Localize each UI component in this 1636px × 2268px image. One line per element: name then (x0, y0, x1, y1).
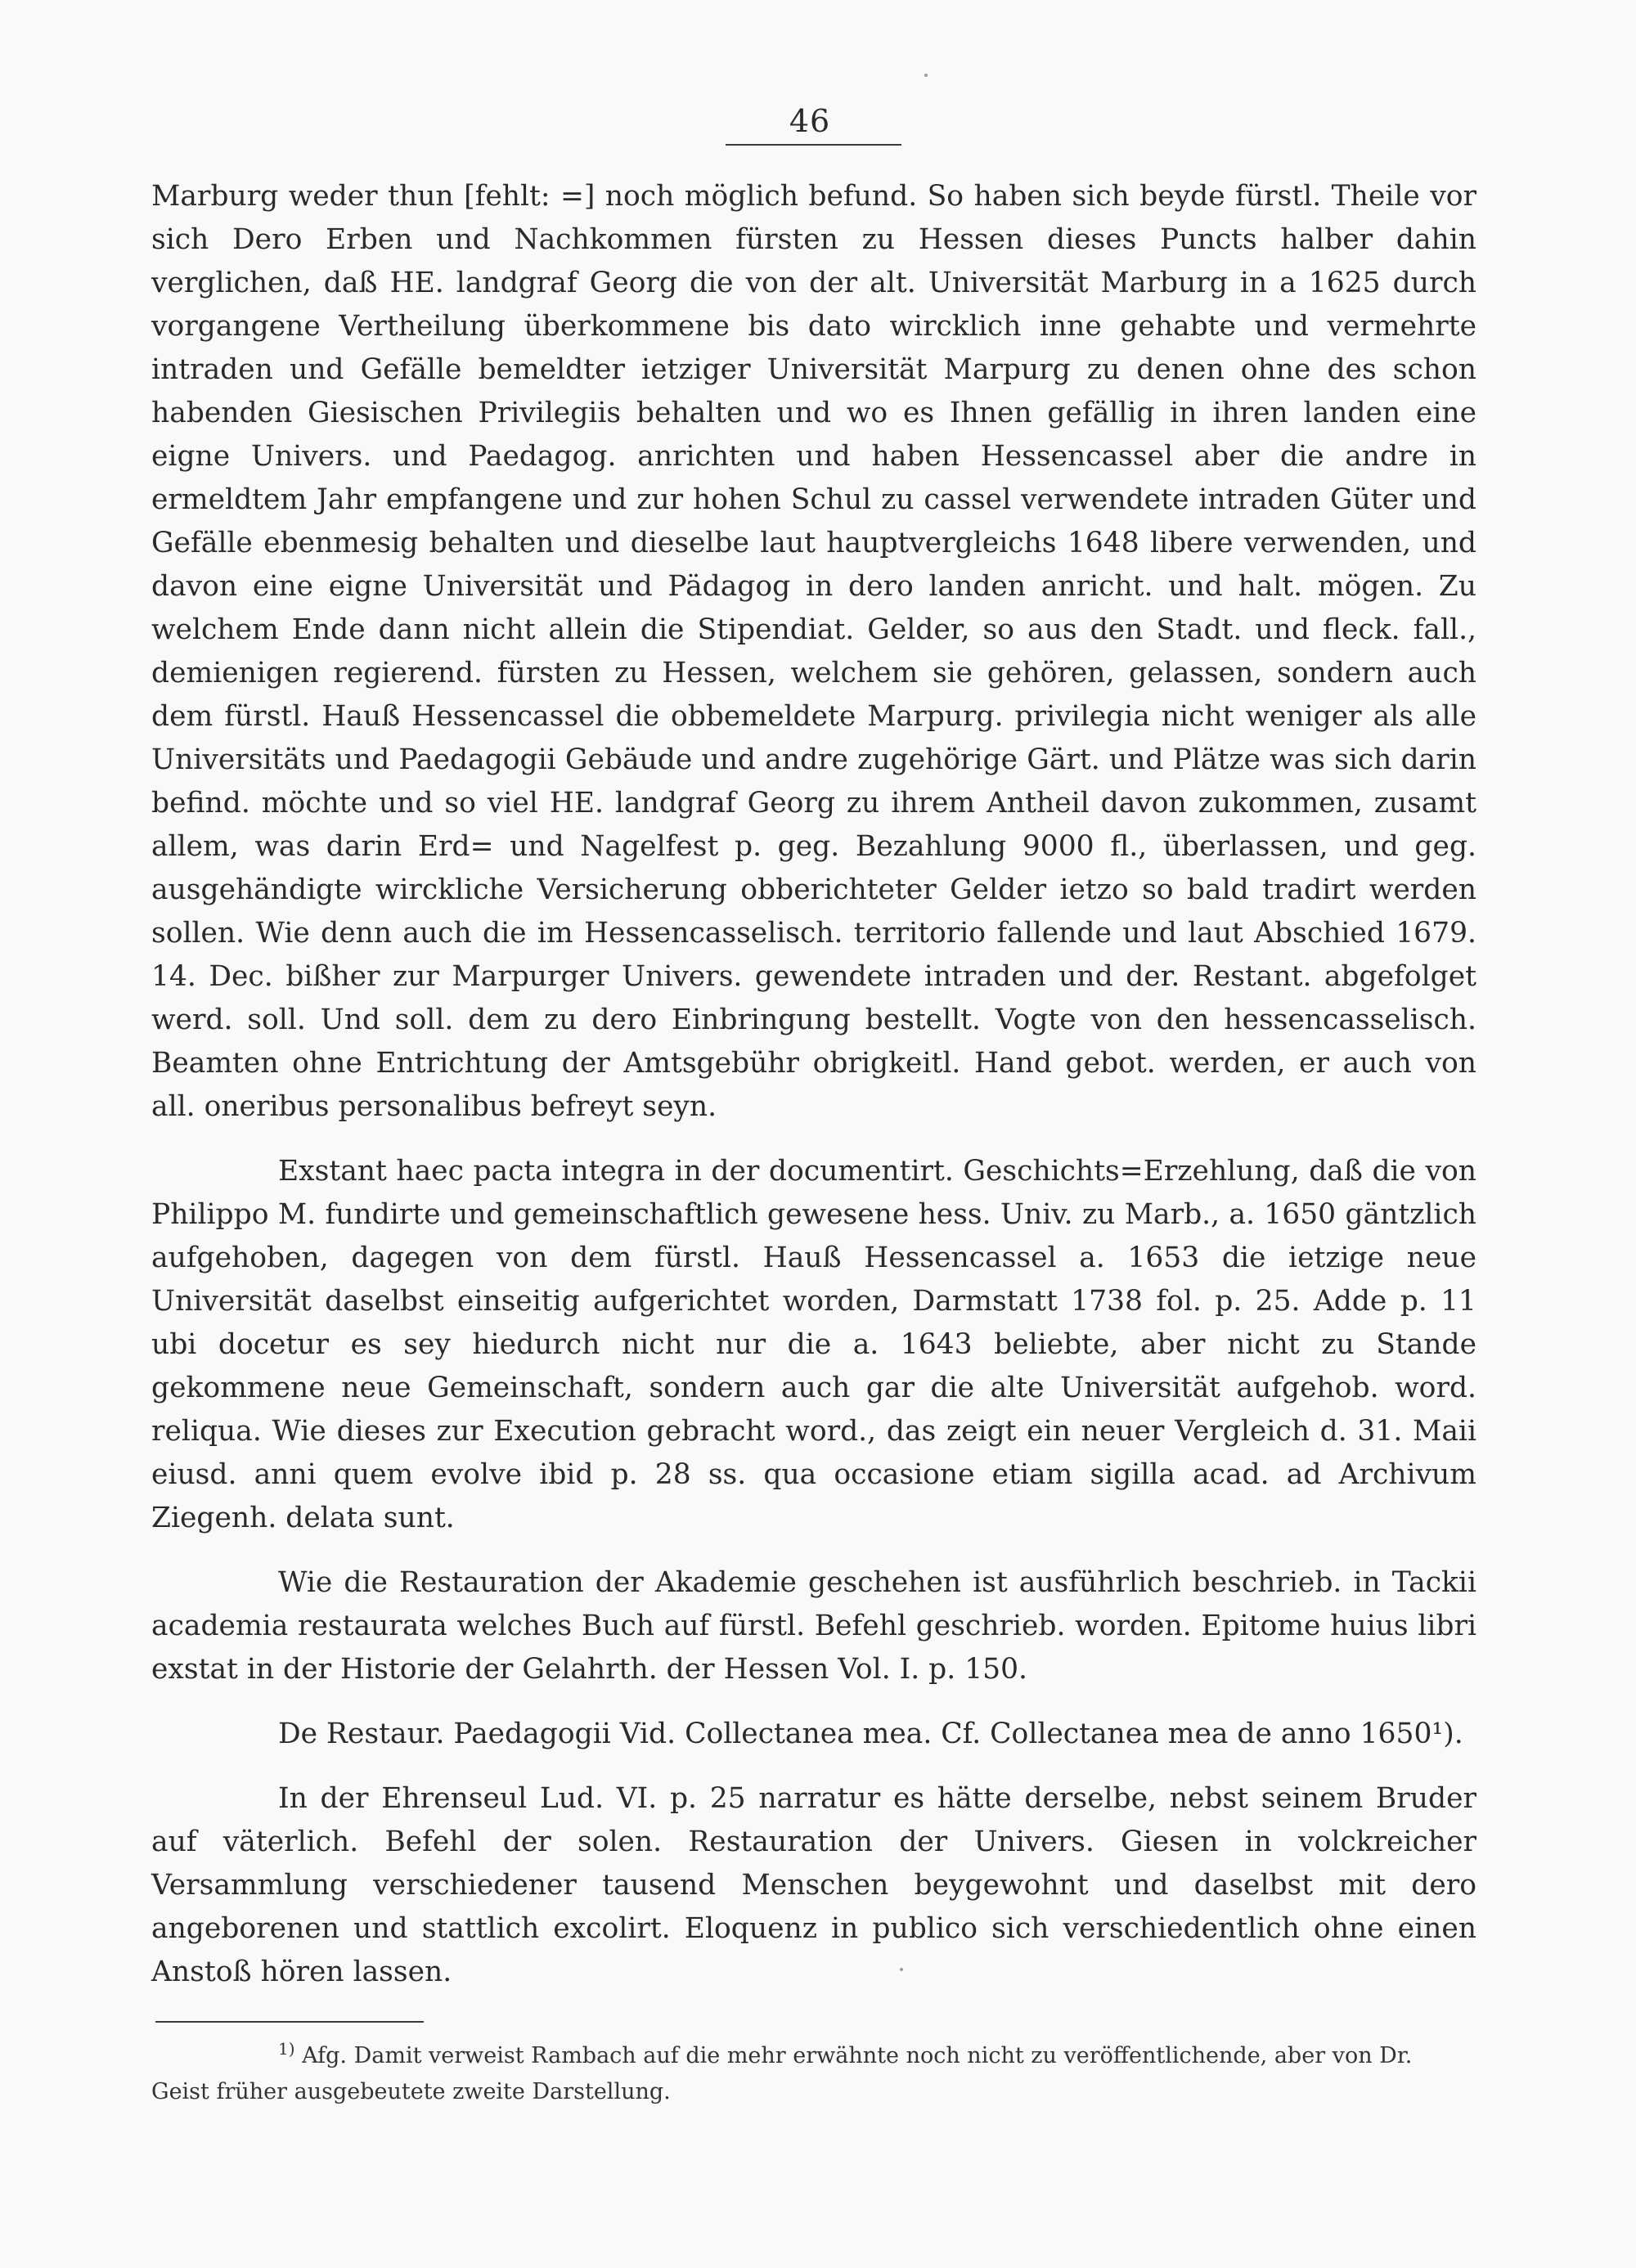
paper-speck (924, 74, 928, 77)
footnote-1 (151, 2038, 1476, 2110)
paragraph-exstant: Exstant haec pacta integra in der documentirt. Geschichts=Erzehlung, daß die von Philippo M. fundirte und gemeinschaftlich gewesene hess. Univ. zu Marb., a. 1650 gäntzlich aufgehoben, dagegen von dem fürstl. Hauß Hessencassel a. 1653 die ietzige neue Universität daselbst einseitig aufgerichtet worden, Darmstatt 1738 fol. p. 25. Adde p. 11 ubi docetur es sey hiedurch nicht nur die a. 1643 beliebte, aber nicht zu Stande gekommene neue Gemeinschaft, sondern auch gar die alte Universität aufgehob. word. reliqua. Wie dieses zur Execution gebracht word., das zeigt ein neuer Vergleich d. 31. Maii eiusd. anni quem evolve ibid p. 28 ss. qua occasione etiam sigilla acad. ad Archivum Ziegenh. delata sunt. (151, 1155, 1476, 1534)
paragraph-continuation: Marburg weder thun [fehlt: =] noch möglich befund. So haben sich beyde fürstl. Theile vor sich Dero Erben und Nachkommen fürsten zu Hessen dieses Puncts halber dahin verglichen, daß HE. landgraf Georg die von der alt. Universität Marburg in a 1625 durch vorgangene Vertheilung überkommene bis dato wircklich inne gehabte und vermehrte intraden und Gefälle bemeldter ietziger Universität Marpurg zu denen ohne des schon habenden Giesischen Privilegiis behalten und wo es Ihnen gefällig in ihren landen eine eigne Univers. und Paedagog. anrichten und haben Hessencassel aber die andre in ermeldtem Jahr empfangene und zur hohen Schul zu cassel verwendete intraden Güter und Gefälle ebenmesig behalten und dieselbe laut hauptvergleichs 1648 libere verwenden, und davon eine eigne Universität und Pädagog in dero landen anricht. und halt. mögen. Zu welchem Ende dann nicht allein die Stipendiat. Gelder, so aus den Stadt. und fleck. fall., demienigen regierend. fürsten zu Hessen, welchem sie gehören, gelassen, sondern auch dem fürstl. Hauß Hessencassel die obbemeldete Marpurg. privilegia nicht weniger als alle Universitäts und Paedagogii Gebäude und andre zugehörige Gärt. und Plätze was sich darin befind. möchte und so viel HE. landgraf Georg zu ihrem Antheil davon zukommen, zusamt allem, was darin Erd= und Nagelfest p. geg. Bezahlung 9000 fl., überlassen, und geg. ausgehändigte wirckliche Versicherung obberichteter Gelder ietzo so bald tradirt werden sollen. Wie denn auch die im Hessencasselisch. territorio fallende und laut Abschied 1679. 14. Dec. bißher zur Marpurger Univers. gewendete intraden und der. Restant. abgefolget werd. soll. Und soll. dem zu dero Einbringung bestellt. Vogte von den hessencasselisch. Beamten ohne Entrichtung der Amtsgebühr obrigkeitl. Hand gebot. werden, er auch von all. oneribus personalibus befreyt seyn. (151, 180, 1476, 1123)
paragraph-paedagogii: De Restaur. Paedagogii Vid. Collectanea mea. Cf. Collectanea mea de anno 1650¹). (278, 1718, 1463, 1750)
paragraph-ehrenseul: In der Ehrenseul Lud. VI. p. 25 narratur es hätte derselbe, nebst seinem Bruder auf väterlich. Befehl der solen. Restauration der Univers. Giesen in volckreicher Versammlung verschiedener tausend Menschen beygewohnt und daselbst mit dero angeborenen und stattlich excolirt. Eloquenz in publico sich verschiedentlich ohne einen Anstoß hören lassen. (151, 1782, 1476, 1988)
paragraph-restauration: Wie die Restauration der Akademie geschehen ist ausführlich beschrieb. in Tackii academia restaurata welches Buch auf fürstl. Befehl geschrieb. worden. Epitome huius libri exstat in der Historie der Gelahrth. der Hessen Vol. I. p. 150. (151, 1566, 1476, 1686)
paper-speck (900, 1968, 903, 1971)
header-rule (726, 144, 901, 146)
footnotes (151, 2038, 1476, 2110)
body-text (151, 175, 1476, 1994)
footnote-text: Afg. Damit verweist Rambach auf die mehr erwähnte noch nicht zu veröffentlichende, aber von Dr. Geist früher ausgebeutete zweite Darstellung. (151, 2043, 1413, 2104)
footnote-marker: 1) (278, 2039, 295, 2059)
page-number: 46 (789, 103, 831, 139)
footnote-rule (155, 2021, 424, 2023)
